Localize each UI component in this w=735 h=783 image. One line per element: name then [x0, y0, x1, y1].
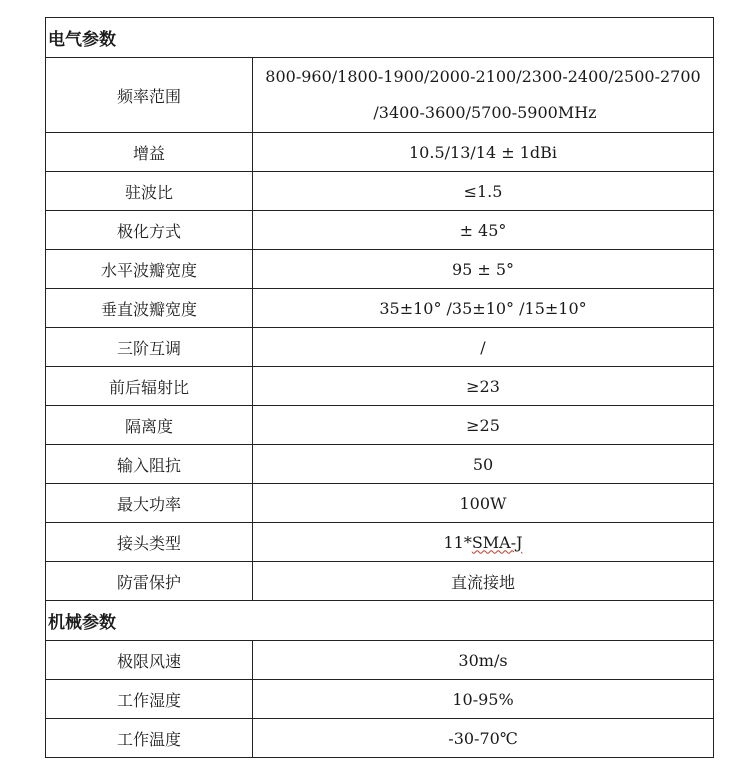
table-row [46, 641, 714, 680]
param-label: 前后辐射比 [46, 367, 253, 406]
param-value: / [253, 328, 714, 367]
table-row [46, 680, 714, 719]
connector-type-spellcheck: SMA-J [471, 532, 523, 552]
electrical-section-header: 电气参数 [46, 18, 714, 58]
param-value: 50 [253, 445, 714, 484]
section-header-row [46, 601, 714, 641]
param-value: 10.5/13/14 ± 1dBi [253, 133, 714, 172]
table-row [46, 406, 714, 445]
param-value: 35±10° /35±10° /15±10° [253, 289, 714, 328]
mechanical-section-header: 机械参数 [46, 601, 714, 641]
param-label: 垂直波瓣宽度 [46, 289, 253, 328]
param-label: 输入阻抗 [46, 445, 253, 484]
param-value: 100W [253, 484, 714, 523]
param-value: 95 ± 5° [253, 250, 714, 289]
table-row [46, 133, 714, 172]
table-row [46, 367, 714, 406]
param-label: 水平波瓣宽度 [46, 250, 253, 289]
table-row [46, 289, 714, 328]
table-row [46, 211, 714, 250]
param-value: 30m/s [253, 641, 714, 680]
param-label: 驻波比 [46, 172, 253, 211]
param-label: 极化方式 [46, 211, 253, 250]
param-label: 防雷保护 [46, 562, 253, 601]
param-label: 最大功率 [46, 484, 253, 523]
table-row [46, 562, 714, 601]
param-value: ≤1.5 [253, 172, 714, 211]
table-row [46, 719, 714, 758]
table-row [46, 445, 714, 484]
param-value: ± 45° [253, 211, 714, 250]
table-row [46, 250, 714, 289]
param-value: 10-95% [253, 680, 714, 719]
param-value-line: /3400-3600/5700-5900MHz [373, 103, 597, 122]
param-label: 增益 [46, 133, 253, 172]
param-label: 极限风速 [46, 641, 253, 680]
param-value [253, 523, 714, 562]
param-value: -30-70℃ [253, 719, 714, 758]
table-row [46, 58, 714, 133]
section-header-row [46, 18, 714, 58]
param-value-line: 800-960/1800-1900/2000-2100/2300-2400/2500-2700 [265, 67, 701, 86]
param-label: 频率范围 [46, 58, 253, 133]
connector-count: 11* [443, 532, 472, 552]
table-row [46, 484, 714, 523]
param-label: 工作温度 [46, 719, 253, 758]
param-label: 接头类型 [46, 523, 253, 562]
param-value [253, 58, 714, 133]
param-label: 隔离度 [46, 406, 253, 445]
param-label: 三阶互调 [46, 328, 253, 367]
table-row [46, 523, 714, 562]
param-label: 工作湿度 [46, 680, 253, 719]
table-row [46, 172, 714, 211]
param-value: ≥23 [253, 367, 714, 406]
antenna-spec-table [45, 17, 714, 758]
param-value: ≥25 [253, 406, 714, 445]
table-row [46, 328, 714, 367]
param-value: 直流接地 [253, 562, 714, 601]
